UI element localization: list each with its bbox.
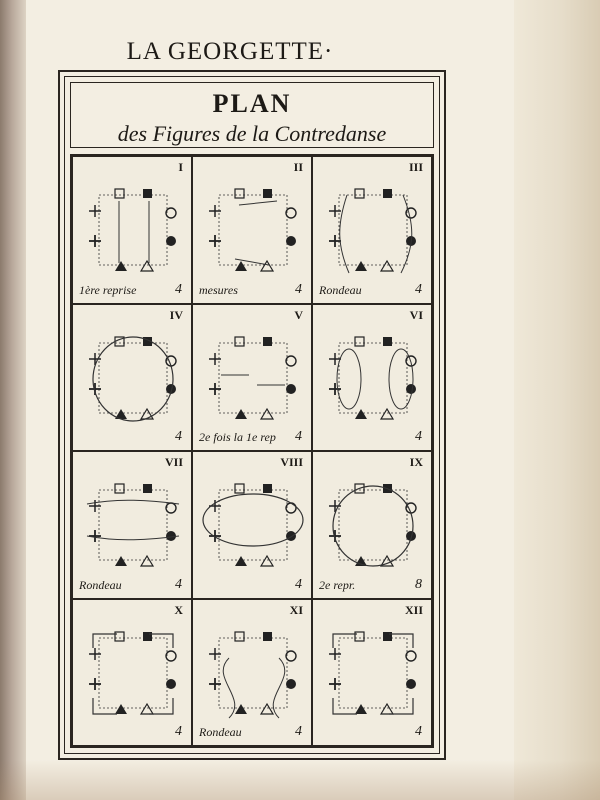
dance-figure-diagram	[199, 470, 307, 584]
figure-number: X	[174, 602, 183, 617]
square-filled-symbol	[263, 484, 272, 493]
figure-panel	[312, 451, 432, 599]
square-open-symbol	[115, 632, 124, 641]
circle-filled-symbol	[166, 531, 176, 541]
figure-number: VI	[409, 307, 423, 322]
measure-count: 4	[295, 724, 302, 739]
square-open-symbol	[235, 632, 244, 641]
measure-count: 4	[415, 429, 422, 444]
circle-filled-symbol	[166, 679, 176, 689]
dance-figure-diagram	[79, 618, 187, 732]
triangle-filled-symbol	[235, 704, 247, 714]
book-page-right-edge	[514, 0, 600, 800]
triangle-open-symbol	[141, 261, 153, 271]
measure-count: 4	[175, 576, 182, 592]
circle-filled-symbol	[406, 384, 416, 394]
circle-open-symbol	[166, 503, 176, 513]
figures-grid	[70, 154, 434, 748]
triangle-open-symbol	[381, 409, 393, 419]
figure-number: VII	[164, 455, 183, 469]
circle-open-symbol	[286, 503, 296, 513]
figure-panel	[72, 156, 192, 304]
floor-outline	[339, 490, 407, 560]
book-bottom-edge	[0, 760, 600, 800]
dance-figure-diagram	[319, 175, 427, 289]
figure-number: VIII	[280, 455, 303, 469]
measure-count: 4	[415, 724, 422, 739]
measure-count: 4	[415, 281, 422, 297]
triangle-filled-symbol	[115, 261, 127, 271]
figure-caption: Rondeau	[319, 282, 362, 297]
triangle-open-symbol	[141, 556, 153, 566]
square-filled-symbol	[263, 337, 272, 346]
square-open-symbol	[115, 189, 124, 198]
square-filled-symbol	[143, 632, 152, 641]
measure-count: 4	[175, 429, 182, 444]
square-filled-symbol	[383, 189, 392, 198]
circle-filled-symbol	[286, 236, 296, 246]
plan-title: PLAN	[212, 89, 292, 118]
circle-filled-symbol	[286, 531, 296, 541]
figure-number: III	[408, 160, 423, 174]
floor-outline	[99, 638, 167, 708]
figure-panel	[312, 156, 432, 304]
figure-panel	[192, 451, 312, 599]
dance-figure-diagram	[79, 175, 187, 289]
triangle-filled-symbol	[355, 704, 367, 714]
triangle-open-symbol	[381, 261, 393, 271]
square-open-symbol	[235, 484, 244, 493]
measure-count: 8	[415, 576, 422, 592]
figure-caption: 2e repr.	[319, 577, 356, 592]
measure-count: 4	[295, 281, 302, 297]
measure-count: 4	[295, 429, 302, 444]
plan-subtitle: des Figures de la Contredanse	[117, 121, 387, 146]
figure-caption: Rondeau	[199, 725, 242, 739]
dance-figure-diagram	[319, 470, 427, 584]
circle-open-symbol	[286, 651, 296, 661]
circle-open-symbol	[166, 208, 176, 218]
triangle-filled-symbol	[235, 556, 247, 566]
square-open-symbol	[115, 484, 124, 493]
figure-caption: 1ère reprise	[79, 282, 137, 297]
figure-number: IX	[409, 455, 423, 469]
measure-count: 4	[175, 281, 182, 297]
triangle-filled-symbol	[235, 261, 247, 271]
measure-count: 4	[295, 576, 302, 592]
square-filled-symbol	[383, 632, 392, 641]
figure-panel	[72, 451, 192, 599]
figure-panel	[72, 304, 192, 452]
figure-caption: mesures	[199, 282, 238, 297]
dance-figure-diagram	[199, 323, 307, 437]
figure-panel	[192, 599, 312, 747]
square-open-symbol	[355, 337, 364, 346]
floor-outline	[339, 343, 407, 413]
square-open-symbol	[235, 189, 244, 198]
figure-number: V	[294, 307, 303, 322]
book-gutter-left	[0, 0, 26, 800]
triangle-filled-symbol	[235, 409, 247, 419]
triangle-open-symbol	[141, 704, 153, 714]
triangle-open-symbol	[261, 409, 273, 419]
circle-filled-symbol	[166, 236, 176, 246]
triangle-open-symbol	[141, 409, 153, 419]
dance-figure-diagram	[79, 323, 187, 437]
circle-filled-symbol	[406, 679, 416, 689]
floor-outline	[219, 638, 287, 708]
figure-caption: Rondeau	[79, 577, 122, 592]
circle-filled-symbol	[286, 679, 296, 689]
triangle-open-symbol	[261, 556, 273, 566]
floor-outline	[219, 343, 287, 413]
figure-panel	[192, 156, 312, 304]
figure-number: I	[178, 160, 183, 174]
figure-caption: 2e fois la 1e rep	[199, 430, 276, 444]
dance-figure-diagram	[199, 175, 307, 289]
square-filled-symbol	[383, 337, 392, 346]
triangle-filled-symbol	[115, 556, 127, 566]
circle-open-symbol	[406, 503, 416, 513]
dance-figure-diagram	[199, 618, 307, 732]
triangle-open-symbol	[261, 261, 273, 271]
square-open-symbol	[355, 632, 364, 641]
measure-count: 4	[175, 724, 182, 739]
plan-title-box	[70, 82, 434, 148]
dance-figure-diagram	[79, 470, 187, 584]
figure-panel	[312, 304, 432, 452]
circle-open-symbol	[286, 208, 296, 218]
floor-outline	[99, 343, 167, 413]
figure-number: XII	[404, 602, 423, 617]
triangle-open-symbol	[381, 704, 393, 714]
figure-panel	[312, 599, 432, 747]
square-filled-symbol	[143, 484, 152, 493]
triangle-filled-symbol	[115, 704, 127, 714]
triangle-open-symbol	[261, 704, 273, 714]
dance-figure-diagram	[319, 323, 427, 437]
figure-panel	[192, 304, 312, 452]
running-head: LA GEORGETTE·	[126, 38, 334, 65]
square-filled-symbol	[263, 632, 272, 641]
floor-outline	[99, 195, 167, 265]
square-open-symbol	[355, 189, 364, 198]
circle-filled-symbol	[286, 384, 296, 394]
circle-open-symbol	[166, 651, 176, 661]
floor-outline	[219, 195, 287, 265]
triangle-filled-symbol	[355, 261, 367, 271]
circle-open-symbol	[286, 356, 296, 366]
floor-outline	[339, 638, 407, 708]
triangle-filled-symbol	[355, 409, 367, 419]
figure-panel	[72, 599, 192, 747]
square-filled-symbol	[263, 189, 272, 198]
square-filled-symbol	[143, 189, 152, 198]
figure-number: IV	[169, 307, 183, 322]
figure-number: XI	[289, 602, 303, 617]
floor-outline	[339, 195, 407, 265]
circle-open-symbol	[406, 651, 416, 661]
square-open-symbol	[235, 337, 244, 346]
floor-outline	[219, 490, 287, 560]
dance-figure-diagram	[319, 618, 427, 732]
figure-number: II	[293, 160, 303, 174]
